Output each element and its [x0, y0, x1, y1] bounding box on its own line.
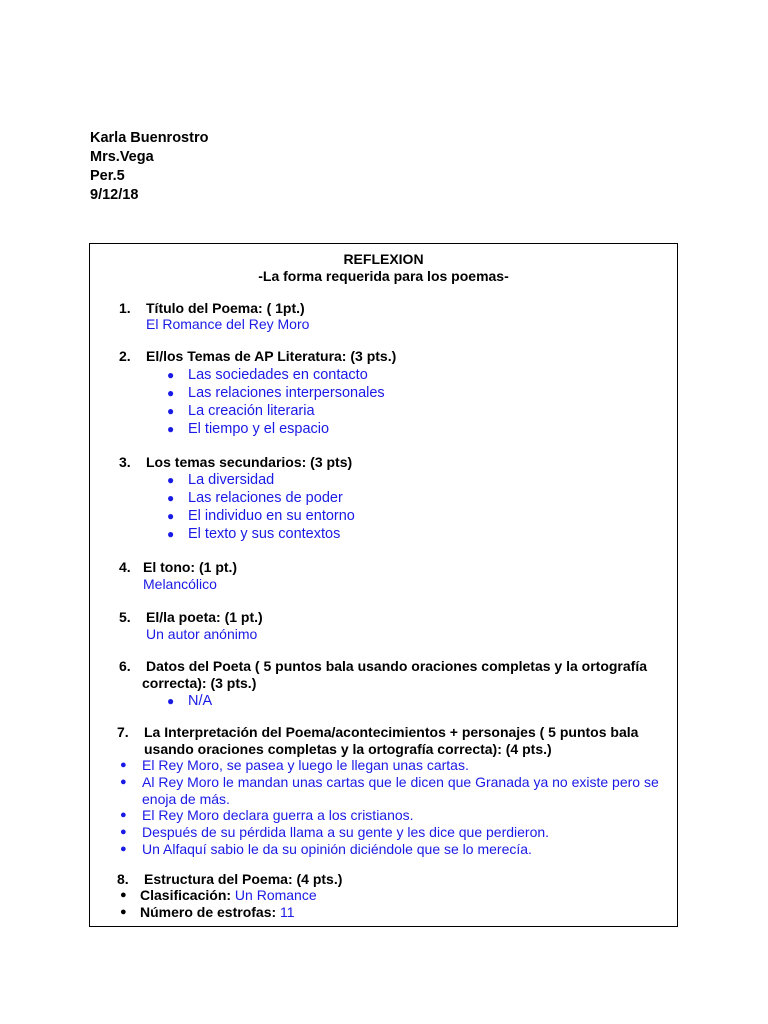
- bullet-icon: ●: [120, 906, 127, 918]
- list-item: ● El tiempo y el espacio: [167, 421, 330, 437]
- bullet-icon: ●: [167, 473, 175, 487]
- question-1-number: 1.: [119, 300, 131, 316]
- bullet-icon: ●: [120, 889, 127, 901]
- estrofas-label: Número de estrofas:: [140, 904, 277, 920]
- list-item: ● El Rey Moro declara guerra a los cristianos.: [120, 807, 414, 824]
- list-item: ● La diversidad: [167, 472, 275, 488]
- question-3-label: Los temas secundarios: (3 pts): [146, 454, 353, 470]
- bullet-icon: ●: [120, 759, 127, 771]
- question-3-list: [167, 471, 355, 543]
- question-6-label-line-2: correcta): (3 pts.): [142, 675, 257, 691]
- question-3-number: 3.: [119, 454, 131, 470]
- question-7-number: 7.: [117, 724, 129, 740]
- list-item: ● El Rey Moro, se pasea y luego le llegan unas cartas.: [120, 757, 469, 773]
- question-4-number: 4.: [119, 559, 131, 575]
- bullet-icon: ●: [120, 809, 127, 822]
- bullet-icon: ●: [120, 775, 127, 788]
- question-7-label-line-2: usando oraciones completas y la ortografía correcta): (4 pts.): [144, 741, 552, 757]
- list-item: ● Al Rey Moro le mandan unas cartas que le dicen que Granada ya no existe pero se enoja de más.: [120, 773, 659, 807]
- form-title: REFLEXION: [343, 251, 424, 267]
- bullet-icon: ●: [120, 842, 127, 855]
- question-4-answer: Melancólico: [143, 576, 217, 592]
- list-item: ● Un Alfaquí sabio le da su opinión diciéndole que se lo merecía.: [120, 840, 532, 857]
- bullet-icon: ●: [120, 826, 127, 839]
- clasificacion-value: Un Romance: [234, 887, 317, 903]
- question-8-label: Estructura del Poema: (4 pts.): [144, 871, 343, 887]
- question-2-label: El/los Temas de AP Literatura: (3 pts.): [146, 348, 397, 364]
- list-item: ● El individuo en su entorno: [167, 508, 355, 524]
- list-item: [117, 904, 317, 921]
- question-5-label: El/la poeta: (1 pt.): [146, 609, 263, 625]
- estrofas-value: 11: [280, 904, 295, 920]
- bullet-icon: ●: [167, 694, 175, 708]
- bullet-icon: ●: [167, 509, 175, 523]
- class-period: Per.5: [90, 168, 125, 184]
- question-4-label: El tono: (1 pt.): [143, 559, 238, 575]
- reflection-form-box: [89, 243, 678, 927]
- form-subtitle: -La forma requerida para los poemas-: [258, 268, 509, 284]
- question-6-list: [167, 692, 212, 710]
- bullet-icon: ●: [167, 404, 175, 418]
- list-item: ● Las relaciones de poder: [167, 490, 343, 506]
- question-6-number: 6.: [119, 658, 131, 674]
- question-5-answer: Un autor anónimo: [146, 626, 258, 642]
- list-item: ● La creación literaria: [167, 403, 315, 419]
- question-8-number: 8.: [117, 871, 129, 887]
- question-2-number: 2.: [119, 348, 131, 364]
- form-title-block: [90, 251, 677, 285]
- student-header: [90, 129, 208, 205]
- document-date: 9/12/18: [90, 187, 139, 203]
- question-1-label: Título del Poema: ( 1pt.): [146, 300, 305, 316]
- list-item: ● Después de su pérdida llama a su gente y les dice que perdieron.: [120, 824, 550, 841]
- bullet-icon: ●: [167, 386, 175, 400]
- question-5-number: 5.: [119, 609, 131, 625]
- bullet-icon: ●: [167, 491, 175, 505]
- bullet-icon: ●: [167, 368, 175, 382]
- teacher-name: Mrs.Vega: [90, 149, 154, 165]
- bullet-icon: ●: [167, 422, 175, 436]
- clasificacion-label: Clasificación:: [140, 887, 232, 903]
- question-1-answer: El Romance del Rey Moro: [146, 316, 310, 332]
- question-7-label-line-1: La Interpretación del Poema/acontecimientos + personajes ( 5 puntos bala: [144, 724, 639, 740]
- list-item: ● Las relaciones interpersonales: [167, 385, 385, 401]
- student-name: Karla Buenrostro: [90, 130, 209, 146]
- list-item: ● Las sociedades en contacto: [167, 367, 368, 383]
- question-8-list: [117, 887, 317, 921]
- question-7-list: [117, 757, 662, 858]
- list-item: [117, 887, 317, 904]
- bullet-icon: ●: [167, 527, 175, 541]
- list-item: ● El texto y sus contextos: [167, 526, 341, 542]
- question-2-list: [167, 366, 385, 438]
- question-6-label-line-1: Datos del Poeta ( 5 puntos bala usando oraciones completas y la ortografía: [146, 658, 648, 674]
- list-item: ● N/A: [167, 693, 213, 709]
